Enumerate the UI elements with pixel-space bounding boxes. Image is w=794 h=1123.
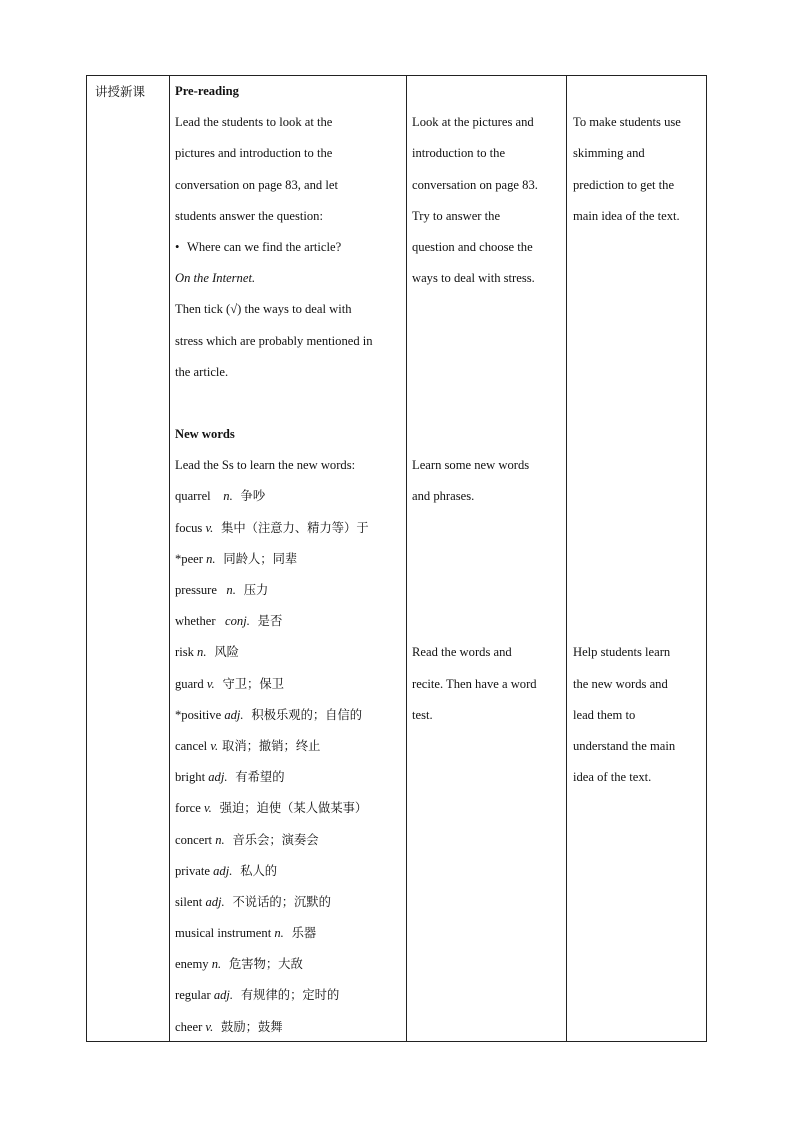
- vocab-part-of-speech: v.: [204, 801, 212, 816]
- vocab-meaning: 有希望的: [227, 770, 285, 785]
- teacher-activity-cell: [169, 76, 406, 1041]
- student-activity-line: and phrases.: [412, 489, 475, 504]
- vocab-meaning: 有规律的；定时的: [233, 988, 340, 1003]
- vocab-item: [175, 762, 406, 793]
- purpose-cell: [566, 76, 708, 1041]
- purpose-line: idea of the text.: [573, 770, 652, 785]
- student-activity-line: Learn some new words: [412, 458, 530, 473]
- vocab-meaning: 不说话的；沉默的: [224, 894, 331, 909]
- tick-line: Then tick (√) the ways to deal with: [175, 302, 352, 317]
- vocab-meaning: 危害物；大敌: [221, 957, 303, 972]
- vocab-part-of-speech: n.: [274, 926, 284, 941]
- vocab-meaning: 积极乐观的；自信的: [243, 707, 363, 722]
- vocab-item: [175, 793, 406, 824]
- vocab-item: [175, 669, 406, 700]
- vocab-meaning: 音乐会；演奏会: [224, 832, 319, 847]
- purpose-line: understand the main: [573, 738, 676, 753]
- vocab-part-of-speech: adj.: [213, 988, 234, 1003]
- vocab-part-of-speech: adj.: [213, 863, 233, 878]
- vocab-word: concert: [175, 832, 216, 847]
- vocab-meaning: 鼓励；鼓舞: [213, 1019, 283, 1034]
- vocab-meaning: 集中（注意力、精力等）于: [213, 520, 369, 535]
- vocab-meaning: 强迫；迫使（某人做某事）: [211, 801, 368, 816]
- student-activity-line: test.: [412, 707, 433, 722]
- vocab-meaning: 乐器: [283, 926, 317, 941]
- vocab-item: [175, 513, 406, 544]
- student-activity-cell: [406, 76, 566, 1041]
- vocab-word: musical instrument: [175, 926, 275, 941]
- question-line: [175, 232, 406, 263]
- student-activity-line: Try to answer the: [412, 208, 501, 223]
- purpose-line: To make students use: [573, 115, 681, 130]
- pre-reading-line: students answer the question:: [175, 208, 323, 223]
- vocab-item: [175, 544, 406, 575]
- vocab-word: pressure: [175, 583, 227, 597]
- vocab-meaning: 压力: [235, 583, 269, 597]
- vocab-part-of-speech: v.: [205, 1019, 214, 1034]
- vocab-part-of-speech: v.: [206, 676, 215, 691]
- vocab-meaning: 是否: [249, 614, 283, 629]
- vocab-item: [175, 481, 406, 512]
- vocab-part-of-speech: n.: [206, 551, 216, 566]
- vocab-word: whether: [175, 614, 226, 629]
- vocab-part-of-speech: adj.: [205, 894, 225, 909]
- vocab-word: quarrel: [175, 489, 224, 504]
- student-activity-line: recite. Then have a word: [412, 676, 537, 691]
- vocab-meaning: 争吵: [232, 489, 266, 504]
- vocab-item: [175, 918, 406, 949]
- vocab-word: bright: [175, 770, 209, 785]
- vocab-part-of-speech: n.: [215, 832, 225, 847]
- purpose-line: prediction to get the: [573, 177, 675, 192]
- purpose-line: lead them to: [573, 707, 636, 722]
- vocab-meaning: 守卫；保卫: [214, 676, 284, 691]
- vocab-part-of-speech: adj.: [224, 707, 244, 722]
- vocab-word: cheer: [175, 1019, 206, 1034]
- vocab-part-of-speech: n.: [226, 583, 236, 597]
- vocab-item: [175, 887, 406, 918]
- pre-reading-line: conversation on page 83, and let: [175, 177, 338, 192]
- vocab-meaning: 取消；撤销；终止: [218, 738, 321, 753]
- vocab-item: [175, 949, 406, 980]
- vocab-word: risk: [175, 645, 198, 660]
- vocab-item: [175, 731, 406, 762]
- new-words-intro: Lead the Ss to learn the new words:: [175, 458, 356, 473]
- vocab-word: guard: [175, 676, 207, 691]
- student-activity-line: conversation on page 83.: [412, 177, 538, 192]
- student-activity-line: ways to deal with stress.: [412, 271, 535, 286]
- vocab-word: enemy: [175, 957, 212, 972]
- vocab-meaning: 风险: [206, 645, 239, 660]
- vocab-word: *peer: [175, 551, 207, 566]
- new-words-heading: New words: [175, 427, 235, 442]
- student-activity-line: Look at the pictures and: [412, 115, 534, 130]
- vocab-item: [175, 637, 406, 668]
- vocab-word: private: [175, 863, 214, 878]
- vocab-item: [175, 606, 406, 637]
- tick-line: the article.: [175, 364, 229, 379]
- vocab-word: focus: [175, 520, 206, 535]
- category-cell: [87, 76, 169, 1041]
- vocab-item: [175, 700, 406, 731]
- vocab-part-of-speech: n.: [223, 489, 233, 504]
- vocab-word: force: [175, 801, 205, 816]
- purpose-line: Help students learn: [573, 645, 671, 660]
- vocab-part-of-speech: n.: [197, 645, 207, 660]
- vocab-item: [175, 1012, 406, 1043]
- tick-line: stress which are probably mentioned in: [175, 333, 373, 348]
- vocab-item: [175, 856, 406, 887]
- purpose-line: skimming and: [573, 146, 645, 161]
- vocab-word: cancel: [175, 738, 211, 753]
- vocab-part-of-speech: v.: [205, 520, 214, 535]
- purpose-line: main idea of the text.: [573, 208, 680, 223]
- vocab-meaning: 私人的: [232, 863, 278, 878]
- bullet-icon: •: [175, 239, 180, 254]
- vocab-word: *positive: [175, 707, 225, 722]
- vocab-item: [175, 825, 406, 856]
- category-label: 讲授新课: [95, 85, 146, 99]
- purpose-line: the new words and: [573, 676, 668, 691]
- vocab-part-of-speech: n.: [211, 957, 222, 972]
- vocab-item: [175, 575, 406, 606]
- student-activity-line: Read the words and: [412, 645, 512, 660]
- vocab-meaning: 同龄人；同辈: [215, 551, 298, 566]
- pre-reading-heading: Pre-reading: [175, 84, 239, 98]
- question-text: Where can we find the article?: [187, 239, 342, 254]
- lesson-table: [86, 75, 707, 1042]
- pre-reading-line: pictures and introduction to the: [175, 146, 333, 161]
- vocab-part-of-speech: adj.: [208, 770, 228, 785]
- student-activity-line: introduction to the: [412, 146, 506, 161]
- answer-text: On the Internet.: [175, 271, 256, 286]
- vocab-word: silent: [175, 894, 206, 909]
- student-activity-line: question and choose the: [412, 239, 533, 254]
- vocab-item: [175, 980, 406, 1011]
- vocab-part-of-speech: conj.: [225, 614, 250, 629]
- pre-reading-line: Lead the students to look at the: [175, 115, 333, 130]
- vocab-word: regular: [175, 988, 214, 1003]
- vocab-part-of-speech: v.: [210, 738, 219, 753]
- word-list: [175, 481, 406, 1042]
